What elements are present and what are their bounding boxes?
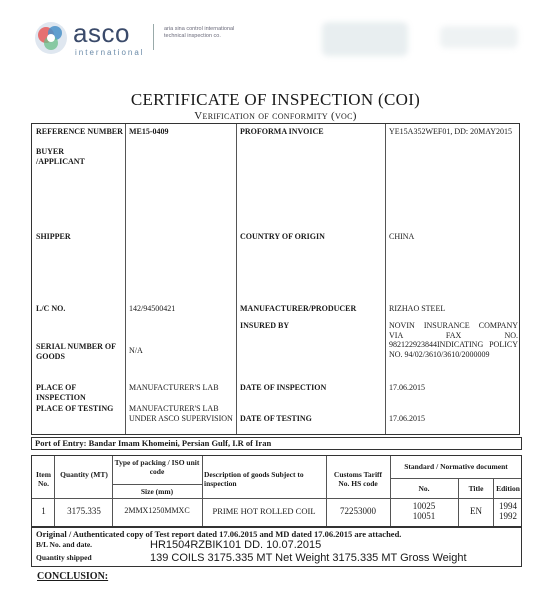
logo-tagline: aria sina control international technical inspection co. [164,26,235,39]
row-std-edition-2: 1992 [499,511,517,521]
shipper-label: SHIPPER [36,232,71,241]
row-tariff: 72253000 [340,506,376,516]
header-std-no: No. [418,484,430,493]
page-subtitle: Verification of conformity (voc) [194,110,357,122]
column-divider [326,456,327,526]
column-divider [390,456,391,526]
info-table [31,123,520,435]
manufacturer-value: RIZHAO STEEL [389,304,446,313]
row-std-no-1: 10025 [412,501,436,511]
place-testing-label: PLACE OF TESTING [36,404,114,413]
page-title: CERTIFICATE OF INSPECTION (COI) [130,90,421,109]
header-tariff: Customs Tariff No. HS code [333,470,383,488]
origin-value: CHINA [389,232,415,241]
date-testing-label: DATE OF TESTING [240,414,312,423]
date-inspection-label: DATE OF INSPECTION [240,383,327,392]
column-divider [385,124,386,434]
manufacturer-label: MANUFACTURER/PRODUCER [240,304,357,313]
company-logo [33,18,158,58]
quantity-shipped-label: Quantity shipped [36,553,92,562]
column-divider [458,478,459,526]
lc-label: L/C NO. [36,304,66,313]
row-quantity: 3175.335 [67,506,101,516]
logo-divider [153,24,154,50]
place-inspection-label: PLACE OF INSPECTION [36,383,86,402]
place-testing-value: MANUFACTURER'S LAB UNDER ASCO SUPERVISION [129,404,233,423]
row-divider [390,478,521,479]
row-std-no-2: 10051 [412,511,436,521]
column-divider [202,456,203,526]
asco-logo-icon [33,20,69,56]
header-std-edition: Edition [496,484,520,493]
proforma-label: PROFORMA INVOICE [240,127,324,136]
conclusion-heading: CONCLUSION: [37,571,109,582]
header-size: Size (mm) [140,487,174,496]
buyer-label: BUYER /APPLICANT [36,147,85,166]
bl-label: B/L No. and date. [36,540,93,549]
header-standard: Standard / Normative document [404,462,508,471]
row-std-edition-1: 1994 [499,501,517,511]
header-quantity: Quantity (MT) [60,470,108,479]
logo-subtitle: international [75,48,145,57]
insured-label: INSURED BY [240,321,290,330]
quantity-shipped-value: 139 COILS 3175.335 MT Net Weight 3175.335 MT Gross Weight [150,552,467,564]
header-packing: Type of packing / ISO unit code [114,458,200,476]
port-of-entry: Port of Entry: Bandar Imam Khomeini, Persian Gulf, I.R of Iran [31,437,522,450]
serial-value: N/A [129,346,143,355]
row-divider [112,484,202,485]
header-std-title: Title [468,484,484,493]
lc-value: 142/94500421 [129,304,176,313]
header-description: Description of goods Subject to inspection [204,470,304,488]
reference-value: ME15-0409 [129,127,169,136]
column-divider [112,456,113,526]
goods-table [31,455,522,527]
proforma-value: YE15A352WEF01, DD: 20MAY2015 [389,127,513,136]
origin-label: COUNTRY OF ORIGIN [240,232,325,241]
bl-value: HR1504RZBIK101 DD. 10.07.2015 [150,539,322,551]
date-inspection-value: 17.06.2015 [389,383,425,392]
reference-label: REFERENCE NUMBER [36,127,123,136]
column-divider [236,124,237,434]
row-description: PRIME HOT ROLLED COIL [212,506,316,516]
row-std-title: EN [470,506,482,516]
date-testing-value: 17.06.2015 [389,414,425,423]
row-divider [32,498,521,499]
insured-value: NOVIN INSURANCE COMPANY VIA FAX NO. 982122923844INDICATING POLICY NO. 94/02/3610/3610/2000009 [389,321,518,359]
serial-label: SERIAL NUMBER OF GOODS [36,342,116,361]
column-divider [54,456,55,526]
header-item: Item No. [36,470,51,488]
logo-wordmark: asco [73,18,130,48]
row-item: 1 [41,506,46,516]
place-inspection-value: MANUFACTURER'S LAB [129,383,219,392]
attachment-note: Original / Authenticated copy of Test report dated 17.06.2015 and MD dated 17.06.2015 are attached. [36,529,402,539]
redacted-area [322,22,408,56]
column-divider [125,124,126,434]
redacted-area [440,26,518,48]
row-size: 2MMX1250MMXC [124,506,190,515]
shipment-box [31,527,522,567]
